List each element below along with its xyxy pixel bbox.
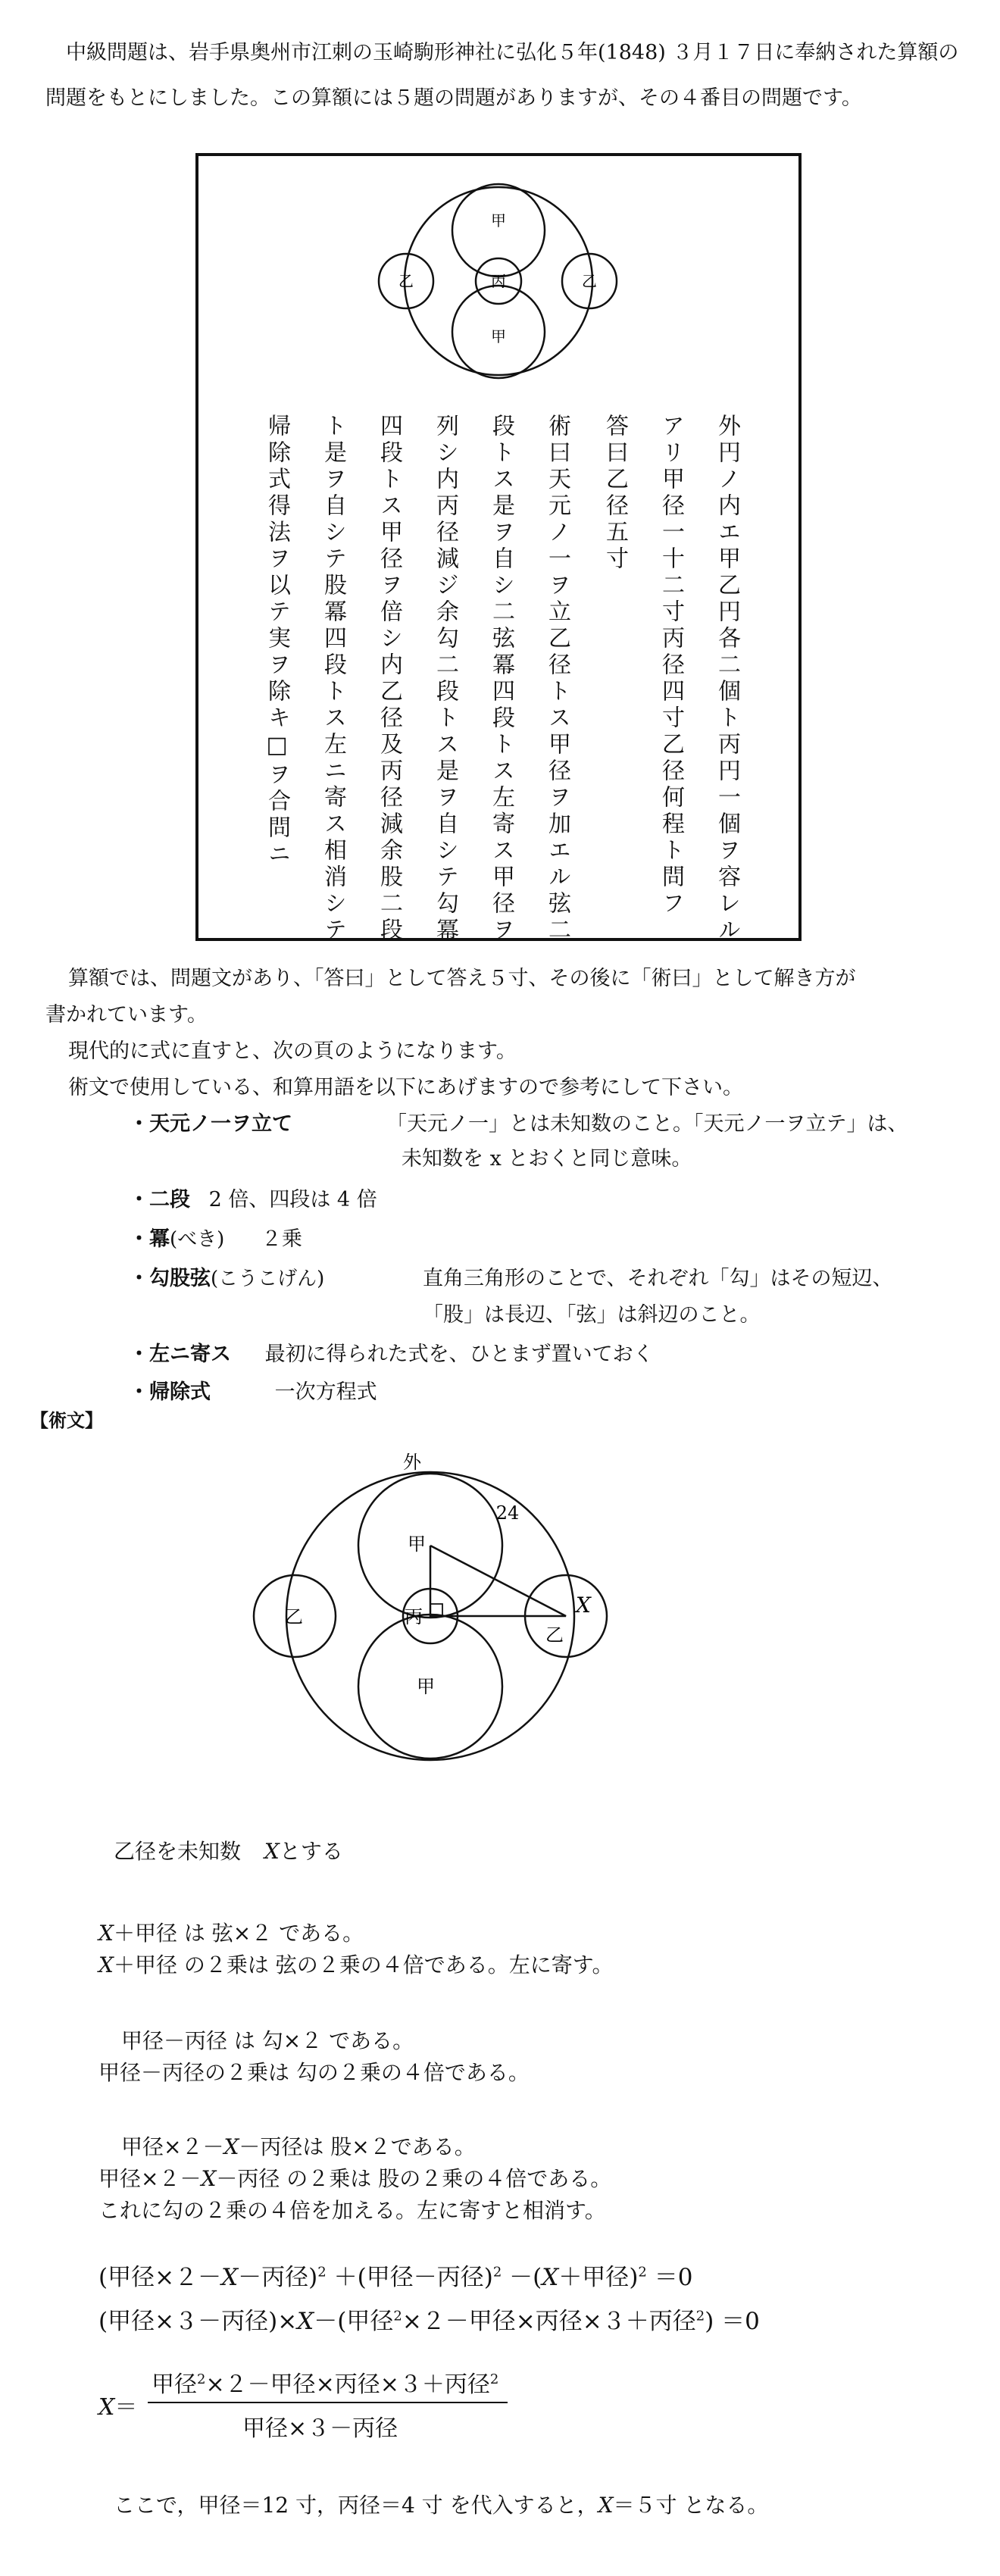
label-otsu-left: 乙 bbox=[285, 1606, 303, 1627]
term-kijo: ・帰除式 一次方程式 bbox=[129, 1380, 377, 1404]
sangaku-column-3: 答曰乙径五寸 bbox=[602, 414, 628, 573]
explain-line-2: 書かれています。 bbox=[45, 1003, 208, 1027]
term-beki: ・冪(べき) ２乗 bbox=[129, 1227, 302, 1251]
equation-1: (甲径×２－X－丙径)$^2$ ＋(甲径－丙径)$^2$ －(X＋甲径)$^2$ ＝0 bbox=[98, 2264, 693, 2291]
solution-step-1b: X＋甲径 の２乗は 弦の２乗の４倍である。左に寄す。 bbox=[98, 1952, 614, 1977]
solution-step-2b: 甲径－丙径の２乗は 勾の２乗の４倍である。 bbox=[98, 2060, 530, 2085]
term-kokogen-desc-2: 「股」は長辺、「弦」は斜辺のこと。 bbox=[423, 1303, 761, 1327]
solution-conclusion: ここで，甲径＝12 寸，丙径＝4 寸 を代入すると，X＝５寸 となる。 bbox=[114, 2493, 769, 2518]
sangaku-column-1: 外円ノ内エ甲乙円各二個ト丙円一個ヲ容レル bbox=[714, 414, 740, 944]
label-24: 24 bbox=[495, 1502, 520, 1524]
sangaku-column-4: 術曰天元ノ一ヲ立乙径トス甲径ヲ加エル弦二 bbox=[544, 414, 570, 944]
solution-step-3c: これに勾の２乗の４倍を加える。左に寄すと相消す。 bbox=[98, 2198, 606, 2223]
solution-intro: 乙径を未知数 Xとする bbox=[114, 1839, 343, 1864]
solution-step-3a: 甲径×２－X－丙径は 股×２である。 bbox=[121, 2134, 476, 2159]
sangaku-frame bbox=[195, 153, 802, 944]
term-tengen: ・天元ノ一ヲ立て bbox=[129, 1112, 292, 1136]
sangaku-column-6: 列シ内丙径減ジ余勾二段トス是ヲ自シテ勾冪 bbox=[432, 414, 458, 944]
term-tengen-desc-2: 未知数を x とおくと同じ意味。 bbox=[402, 1147, 692, 1171]
fraction-numerator: 甲径$^2$×２－甲径×丙径×３＋丙径$^2$ bbox=[152, 2371, 499, 2398]
label-otsu-left: 乙 bbox=[398, 272, 414, 290]
label-outer: 外 bbox=[403, 1452, 421, 1473]
term-nidan: ・二段 2 倍、四段は 4 倍 bbox=[129, 1188, 377, 1211]
solution-step-3b: 甲径×２－X－丙径 の２乗は 股の２乗の４倍である。 bbox=[98, 2166, 612, 2191]
sangaku-column-2: アリ甲径一十二寸丙径四寸乙径何程ト問フ bbox=[658, 414, 684, 918]
label-kou-bottom: 甲 bbox=[417, 1676, 435, 1697]
label-otsu-right: 乙 bbox=[582, 272, 597, 290]
label-kou-bottom: 甲 bbox=[491, 327, 506, 345]
term-hidari: ・左ニ寄ス 最初に得られた式を、ひとまず置いておく bbox=[129, 1343, 654, 1366]
sangaku-column-9: 帰除式得法ヲ以テ実ヲ除キ□ヲ合問ニ bbox=[264, 414, 290, 868]
label-kou-top: 甲 bbox=[491, 211, 506, 230]
fraction-bar bbox=[148, 2402, 508, 2403]
explain-line-1: 算額では、問題文があり、「答曰」として答え５寸、その後に「術曰」として解き方が bbox=[68, 967, 856, 990]
label-hei: 丙 bbox=[405, 1606, 423, 1627]
label-hei: 丙 bbox=[491, 272, 506, 290]
explain-line-3: 現代的に式に直すと、次の頁のようになります。 bbox=[68, 1039, 517, 1063]
solution-step-2a: 甲径－丙径 は 勾×２ である。 bbox=[121, 2028, 414, 2053]
intro-paragraph: 中級問題は、岩手県奥州市江刺の玉崎駒形神社に弘化５年(1848) ３月１７日に奉納された算額の問題をもとにしました。この算額には５題の問題がありますが、その４番目の問題です。 bbox=[45, 41, 959, 110]
label-kou-top: 甲 bbox=[408, 1533, 426, 1555]
sangaku-column-7: 四段トス甲径ヲ倍シ内乙径及丙径減余股二段 bbox=[376, 414, 402, 944]
fraction-lhs: X＝ bbox=[98, 2394, 138, 2421]
term-tengen-desc-1: 「天元ノ一」とは未知数のこと。「天元ノ一ヲ立テ」は、 bbox=[386, 1112, 908, 1136]
explain-line-4: 術文で使用している、和算用語を以下にあげますので参考にして下さい。 bbox=[68, 1076, 743, 1099]
sangaku-column-8: ト是ヲ自シテ股冪四段トス左ニ寄ス相消シテ bbox=[320, 414, 346, 944]
solution-step-1a: X＋甲径 は 弦×２ である。 bbox=[98, 1921, 364, 1946]
fraction-denominator: 甲径×３－丙径 bbox=[242, 2415, 398, 2442]
solution-fraction bbox=[98, 2349, 523, 2455]
term-kokogen: ・勾股弦(こうこげん) bbox=[129, 1267, 325, 1290]
label-otsu-right: 乙 bbox=[545, 1624, 564, 1646]
equation-2: (甲径×３－丙径)×X－(甲径$^2$×２－甲径×丙径×３＋丙径$^2$) ＝0 bbox=[98, 2308, 760, 2335]
sangaku-diagram bbox=[198, 156, 805, 414]
jutsubun-diagram bbox=[227, 1447, 652, 1765]
label-x: X bbox=[576, 1593, 591, 1618]
sangaku-column-5: 段トス是ヲ自シ二弦冪四段トス左寄ス甲径ヲ bbox=[488, 414, 514, 944]
jutsubun-tag: 【術文】 bbox=[30, 1409, 103, 1431]
term-kokogen-desc-1: 直角三角形のことで、それぞれ「勾」はその短辺、 bbox=[423, 1267, 893, 1290]
